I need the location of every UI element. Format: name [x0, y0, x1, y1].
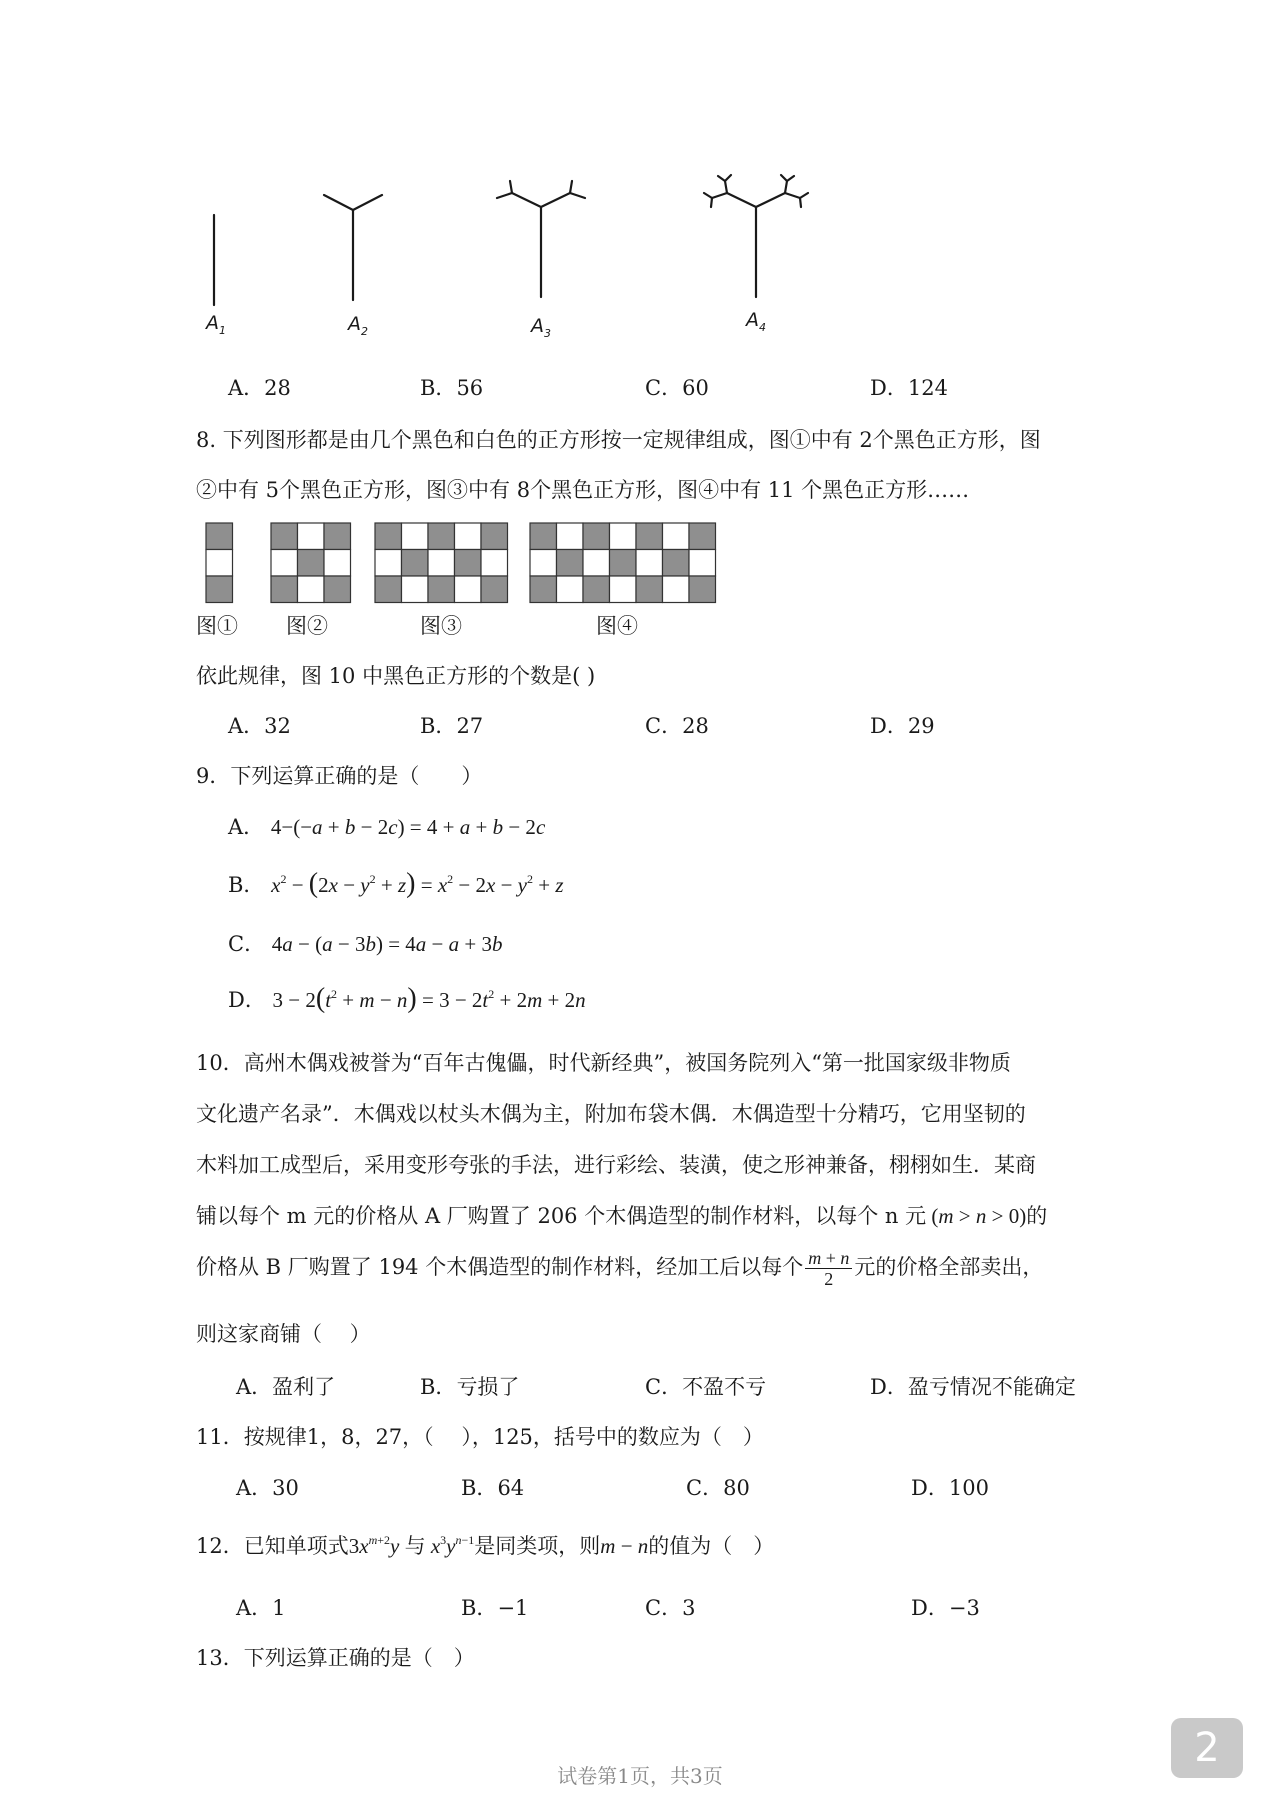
q7-option-b: B．56: [420, 376, 484, 400]
fig4-square: [663, 576, 690, 603]
fig1-square: [206, 550, 233, 577]
fig4-square: [663, 523, 690, 550]
fig4-square: [530, 523, 557, 550]
fig3-square: [428, 550, 455, 577]
fig3-square: [375, 550, 402, 577]
q10-line1: 10．高州木偶戏被誉为“百年古傀儡，时代新经典”，被国务院列入“第一批国家级非物质: [196, 1051, 1011, 1075]
page-footer: 试卷第1页，共3页: [557, 1764, 723, 1788]
q8-option-b: B．27: [420, 714, 484, 738]
q12-option-a: A．1: [236, 1596, 286, 1620]
fig2-square: [271, 523, 298, 550]
q7-option-d: D．124: [870, 376, 948, 400]
fig3-square: [481, 576, 508, 603]
q9-option-a: A． 4−(−a + b − 2c) = 4 + a + b − 2c: [228, 815, 546, 839]
q11-option-a: A．30: [236, 1476, 299, 1500]
fig2-square: [298, 550, 325, 577]
q11-option-b: B．64: [461, 1476, 525, 1500]
fig4-square: [557, 550, 584, 577]
q10-option-c: C．不盈不亏: [645, 1375, 767, 1399]
fig2-square: [324, 523, 351, 550]
tree-a2: [324, 195, 382, 300]
fig4-square: [583, 550, 610, 577]
tree-a3: [497, 181, 585, 297]
fig4-square: [610, 550, 637, 577]
fig3-square: [402, 550, 429, 577]
fig4-square: [636, 523, 663, 550]
fig3-square: [455, 576, 482, 603]
fig4-square: [636, 550, 663, 577]
fig3-square: [402, 576, 429, 603]
q10-line5: 价格从 B 厂购置了 194 个木偶造型的制作材料，经加工后以每个 $\frac{m + n}{2}$ 元的价格全部卖出，: [196, 1248, 1044, 1289]
q7-tree-figures: [0, 0, 1280, 360]
fig4-square: [557, 576, 584, 603]
q8-option-a: A．32: [228, 714, 291, 738]
fig2-square: [298, 576, 325, 603]
q10-option-a: A．盈利了: [236, 1375, 336, 1399]
fig2-square: [298, 523, 325, 550]
page-number-badge[interactable]: 2: [1171, 1718, 1243, 1778]
fig3-square: [455, 523, 482, 550]
q9-option-d: D． $3 - 2(t^2 + m - n) = 3 - 2t^2 + 2m + 2n$: [228, 983, 586, 1014]
fig4-square: [689, 576, 716, 603]
fig-label-a4: $A_4$: [746, 309, 766, 334]
q12-option-d: D．−3: [911, 1596, 980, 1620]
q8-square-figures: [0, 515, 800, 605]
q10-line6: 则这家商铺（ ）: [196, 1322, 371, 1346]
fig-label-a2: $A_2$: [348, 313, 368, 338]
q13-stem: 13．下列运算正确的是（ ）: [196, 1646, 475, 1670]
fig4-square: [689, 523, 716, 550]
fig2-square: [324, 576, 351, 603]
fig4-square: [610, 523, 637, 550]
fig4-square: [583, 576, 610, 603]
fig4-square: [583, 523, 610, 550]
q11-option-c: C．80: [686, 1476, 750, 1500]
fig3-square: [402, 523, 429, 550]
fig3-square: [481, 523, 508, 550]
q10-option-b: B．亏损了: [420, 1375, 520, 1399]
q8-fig-label-2: 图②: [286, 614, 328, 638]
fig4-square: [610, 576, 637, 603]
q8-option-c: C．28: [645, 714, 709, 738]
q9-option-c: C． 4a − (a − 3b) = 4a − a + 3b: [228, 932, 503, 956]
q10-option-d: D．盈亏情况不能确定: [870, 1375, 1076, 1399]
fig-label-a3: $A_3$: [531, 315, 551, 340]
q8-question: 依此规律，图 10 中黑色正方形的个数是( ): [196, 664, 596, 688]
q9-option-b: B． $x^2 - (2x - y^2 + z) = x^2 - 2x - y^2 + z$: [228, 868, 564, 899]
q8-fig-label-3: 图③: [420, 614, 462, 638]
q8-fig-label-4: 图④: [596, 614, 638, 638]
q10-line3: 木料加工成型后，采用变形夸张的手法，进行彩绘、装潢，使之形神兼备，栩栩如生．某商: [196, 1153, 1036, 1177]
fig4-square: [636, 576, 663, 603]
fig3-square: [481, 550, 508, 577]
fig4-square: [530, 576, 557, 603]
q8-option-d: D．29: [870, 714, 935, 738]
fig3-square: [428, 576, 455, 603]
q12-option-b: B．−1: [461, 1596, 529, 1620]
q12-stem: 12．已知单项式$3x^{m+2}y$ 与 $x^3y^{n-1}$是同类项，则m − n的值为（ ）: [196, 1533, 775, 1558]
fig1-square: [206, 576, 233, 603]
q10-line4: 铺以每个 m 元的价格从 A 厂购置了 206 个木偶造型的制作材料，以每个 n 元 (m > n > 0)的: [196, 1204, 1048, 1228]
q9-stem: 9．下列运算正确的是（ ）: [196, 764, 483, 788]
fig-label-a1: $A_1$: [206, 312, 226, 337]
q12-option-c: C．3: [645, 1596, 696, 1620]
tree-a4: [704, 175, 808, 297]
fig2-square: [271, 576, 298, 603]
q7-option-a: A．28: [228, 376, 291, 400]
fig4-square: [663, 550, 690, 577]
fig1-square: [206, 523, 233, 550]
q10-line2: 文化遗产名录”．木偶戏以杖头木偶为主，附加布袋木偶．木偶造型十分精巧，它用坚韧的: [196, 1102, 1026, 1126]
fig3-square: [428, 523, 455, 550]
fig3-square: [375, 576, 402, 603]
q8-stem-line1: 8. 下列图形都是由几个黑色和白色的正方形按一定规律组成，图①中有 2个黑色正方形，图: [196, 428, 1041, 452]
fig3-square: [455, 550, 482, 577]
q11-option-d: D．100: [911, 1476, 989, 1500]
fig2-square: [271, 550, 298, 577]
fig4-square: [530, 550, 557, 577]
fig2-square: [324, 550, 351, 577]
q7-option-c: C．60: [645, 376, 709, 400]
fig4-square: [689, 550, 716, 577]
fig4-square: [557, 523, 584, 550]
q8-fig-label-1: 图①: [196, 614, 238, 638]
q11-stem: 11．按规律1，8，27，（ ），125，括号中的数应为（ ）: [196, 1425, 764, 1449]
fig3-square: [375, 523, 402, 550]
q8-stem-line2: ②中有 5个黑色正方形，图③中有 8个黑色正方形，图④中有 11 个黑色正方形……: [196, 478, 970, 502]
